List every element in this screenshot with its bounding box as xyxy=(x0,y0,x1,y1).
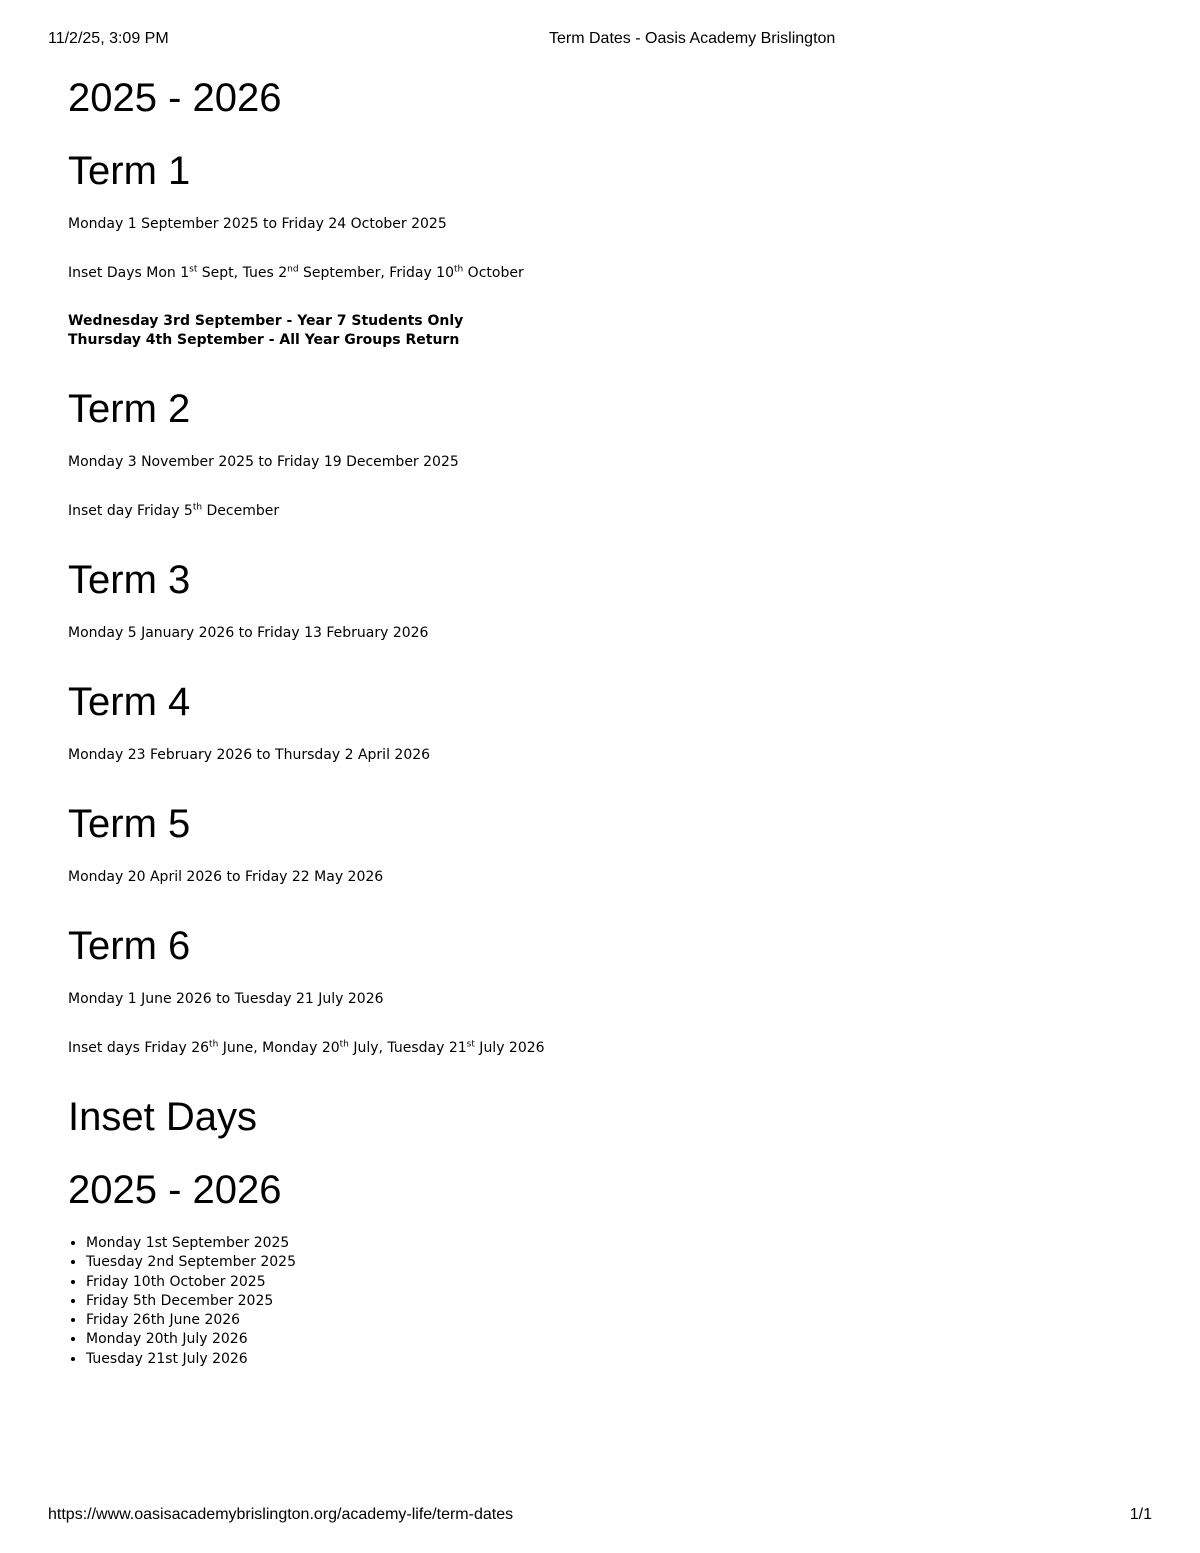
term-2-inset-days: Inset day Friday 5th December xyxy=(68,502,280,519)
term-1-note-year7: Wednesday 3rd September - Year 7 Students Only xyxy=(68,313,464,329)
list-item: • Tuesday 21st July 2026 xyxy=(86,1350,296,1369)
print-header xyxy=(0,30,1200,50)
list-item: • Friday 10th October 2025 xyxy=(86,1273,296,1292)
term-3-heading: Term 3 xyxy=(68,558,191,602)
term-6-heading: Term 6 xyxy=(68,924,191,968)
print-page-number: 1/1 xyxy=(1129,1506,1152,1523)
term-1-heading: Term 1 xyxy=(68,149,191,193)
term-1-inset-days: Inset Days Mon 1st Sept, Tues 2nd September, Friday 10th October xyxy=(68,264,524,281)
term-6-inset-days: Inset days Friday 26th June, Monday 20th July, Tuesday 21st July 2026 xyxy=(68,1039,545,1056)
inset-days-heading: Inset Days xyxy=(68,1095,257,1139)
print-url: https://www.oasisacademybrislington.org/academy-life/term-dates xyxy=(48,1506,514,1523)
term-5-dates: Monday 20 April 2026 to Friday 22 May 2026 xyxy=(68,869,384,885)
list-item: • Monday 1st September 2025 xyxy=(86,1234,296,1253)
term-4-heading: Term 4 xyxy=(68,680,191,724)
list-item: • Friday 26th June 2026 xyxy=(86,1311,296,1330)
list-item: • Monday 20th July 2026 xyxy=(86,1330,296,1349)
term-2-dates: Monday 3 November 2025 to Friday 19 December 2025 xyxy=(68,454,459,470)
year-heading: 2025 - 2026 xyxy=(68,76,282,120)
inset-days-year-heading: 2025 - 2026 xyxy=(68,1168,282,1212)
inset-days-list xyxy=(68,1234,296,1369)
term-6-dates: Monday 1 June 2026 to Tuesday 21 July 2026 xyxy=(68,991,384,1007)
list-item: • Tuesday 2nd September 2025 xyxy=(86,1253,296,1272)
print-page-title: Term Dates - Oasis Academy Brislington xyxy=(549,30,836,47)
list-item: • Friday 5th December 2025 xyxy=(86,1292,296,1311)
term-4-dates: Monday 23 February 2026 to Thursday 2 April 2026 xyxy=(68,747,431,763)
term-1-dates: Monday 1 September 2025 to Friday 24 October 2025 xyxy=(68,216,447,232)
term-2-heading: Term 2 xyxy=(68,387,191,431)
print-footer xyxy=(0,1506,1200,1526)
term-5-heading: Term 5 xyxy=(68,802,191,846)
term-3-dates: Monday 5 January 2026 to Friday 13 February 2026 xyxy=(68,625,429,641)
term-1-note-all-return: Thursday 4th September - All Year Groups Return xyxy=(68,332,460,348)
print-datetime: 11/2/25, 3:09 PM xyxy=(48,30,169,47)
